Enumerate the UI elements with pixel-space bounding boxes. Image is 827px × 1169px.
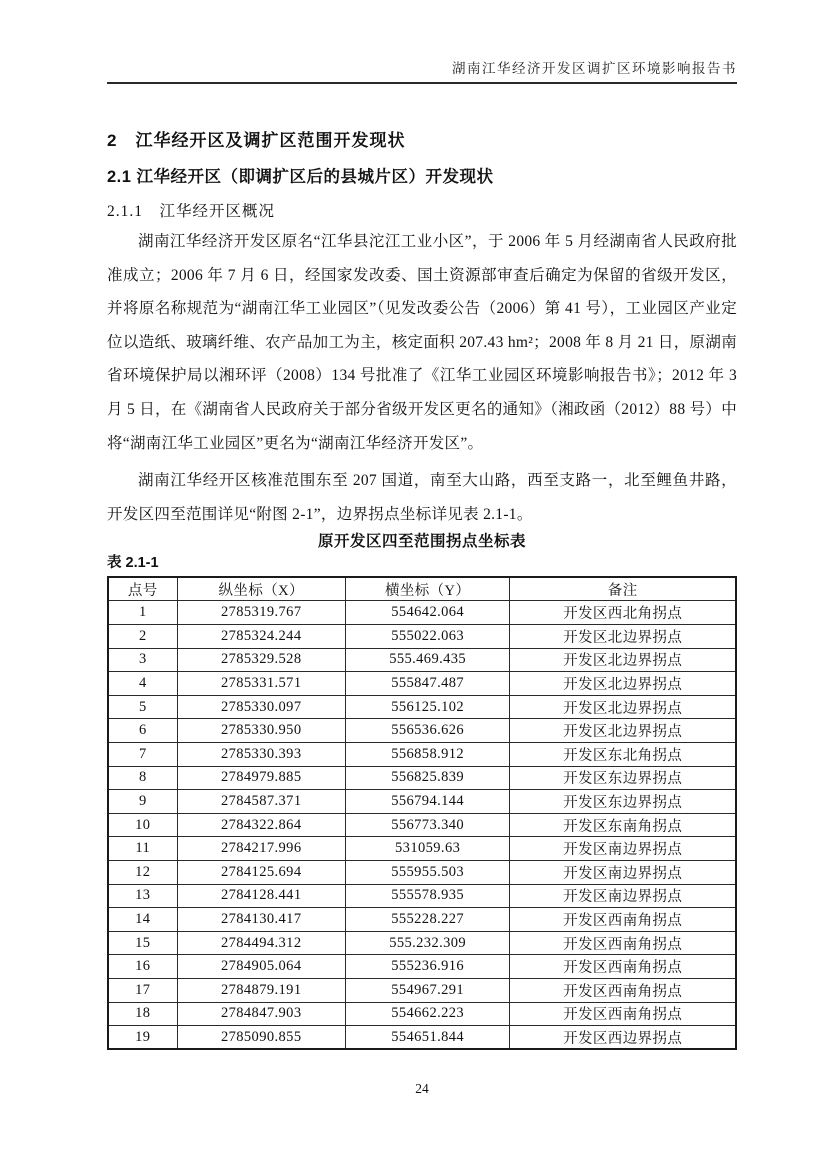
cell-x-coordinate: 2784847.903 — [177, 1002, 345, 1026]
cell-x-coordinate: 2784125.694 — [177, 860, 345, 884]
column-header-x-coordinate: 纵坐标（X） — [177, 577, 345, 601]
table-row — [108, 743, 736, 767]
cell-remark: 开发区西南角拐点 — [510, 955, 736, 979]
cell-y-coordinate: 554642.064 — [345, 601, 510, 625]
paragraph-overview: 湖南江华经济开发区原名“江华县沱江工业小区”，于 2006 年 5 月经湖南省人民政府批准成立；2006 年 7 月 6 日，经国家发改委、国土资源部审查后确定为保留的省级开发区，并将原名称规范为“湖南江华工业园区”（见发改委公告（2006）第 41 号），工业园区产业定位以造纸、玻璃纤维、农产品加工为主，核定面积 207.43 hm²；2008 年 8 月 21 日，原湖南省环境保护局以湘环评（2008）134 号批准了《江华工业园区环境影响报告书》；2012 年 3 月 5 日，在《湖南省人民政府关于部分省级开发区更名的通知》（湘政函（2012）88 号）中将“湖南江华工业园区”更名为“湖南江华经济开发区”。 — [107, 233, 737, 452]
cell-x-coordinate: 2784130.417 — [177, 908, 345, 932]
cell-remark: 开发区东北角拐点 — [510, 743, 736, 767]
table-row — [108, 648, 736, 672]
cell-point-id: 1 — [108, 601, 177, 625]
cell-y-coordinate: 554662.223 — [345, 1002, 510, 1026]
cell-y-coordinate: 555.469.435 — [345, 648, 510, 672]
cell-x-coordinate: 2784322.864 — [177, 813, 345, 837]
header-rule — [107, 82, 737, 84]
cell-point-id: 2 — [108, 625, 177, 649]
cell-y-coordinate: 555955.503 — [345, 860, 510, 884]
paragraph-boundary: 湖南江华经开区核准范围东至 207 国道，南至大山路，西至支路一，北至鲤鱼井路，开发区四至范围详见“附图 2-1”，边界拐点坐标详见表 2.1-1。 — [107, 472, 737, 523]
cell-remark: 开发区南边界拐点 — [510, 860, 736, 884]
cell-point-id: 3 — [108, 648, 177, 672]
cell-x-coordinate: 2784494.312 — [177, 931, 345, 955]
cell-point-id: 17 — [108, 978, 177, 1002]
section-heading-2-1-1: 2.1.1 江华经开区概况 — [107, 203, 276, 220]
cell-y-coordinate: 555.232.309 — [345, 931, 510, 955]
cell-remark: 开发区西南角拐点 — [510, 1002, 736, 1026]
cell-point-id: 15 — [108, 931, 177, 955]
table-row — [108, 884, 736, 908]
table-row — [108, 860, 736, 884]
cell-y-coordinate: 556858.912 — [345, 743, 510, 767]
cell-point-id: 6 — [108, 719, 177, 743]
cell-x-coordinate: 2785319.767 — [177, 601, 345, 625]
cell-remark: 开发区北边界拐点 — [510, 672, 736, 696]
table-row — [108, 790, 736, 814]
table-row — [108, 908, 736, 932]
cell-point-id: 7 — [108, 743, 177, 767]
table-row — [108, 978, 736, 1002]
cell-point-id: 16 — [108, 955, 177, 979]
table-row — [108, 695, 736, 719]
cell-y-coordinate: 556794.144 — [345, 790, 510, 814]
table-row — [108, 837, 736, 861]
table-row — [108, 672, 736, 696]
table-row — [108, 1026, 736, 1050]
cell-y-coordinate: 556125.102 — [345, 695, 510, 719]
cell-point-id: 8 — [108, 766, 177, 790]
cell-remark: 开发区北边界拐点 — [510, 625, 736, 649]
cell-x-coordinate: 2785329.528 — [177, 648, 345, 672]
cell-y-coordinate: 555022.063 — [345, 625, 510, 649]
cell-y-coordinate: 554967.291 — [345, 978, 510, 1002]
table-row — [108, 766, 736, 790]
cell-x-coordinate: 2784879.191 — [177, 978, 345, 1002]
table-caption: 原开发区四至范围拐点坐标表 — [317, 533, 526, 551]
cell-x-coordinate: 2784217.996 — [177, 837, 345, 861]
cell-y-coordinate: 556825.839 — [345, 766, 510, 790]
cell-remark: 开发区东边界拐点 — [510, 766, 736, 790]
cell-remark: 开发区南边界拐点 — [510, 884, 736, 908]
section-heading-2: 2 江华经开区及调扩区范围开发现状 — [107, 131, 406, 150]
cell-y-coordinate: 555578.935 — [345, 884, 510, 908]
cell-x-coordinate: 2785330.950 — [177, 719, 345, 743]
header-title: 湖南江华经济开发区调扩区环境影响报告书 — [452, 61, 737, 76]
cell-remark: 开发区北边界拐点 — [510, 719, 736, 743]
section-heading-2-1: 2.1 江华经开区（即调扩区后的县城片区）开发现状 — [107, 168, 494, 186]
cell-y-coordinate: 531059.63 — [345, 837, 510, 861]
cell-x-coordinate: 2784587.371 — [177, 790, 345, 814]
table-row — [108, 625, 736, 649]
cell-y-coordinate: 556773.340 — [345, 813, 510, 837]
page-number: 24 — [415, 1081, 429, 1097]
cell-point-id: 13 — [108, 884, 177, 908]
cell-x-coordinate: 2785331.571 — [177, 672, 345, 696]
cell-point-id: 14 — [108, 908, 177, 932]
cell-x-coordinate: 2785330.097 — [177, 695, 345, 719]
cell-x-coordinate: 2785090.855 — [177, 1026, 345, 1050]
coordinate-table — [107, 576, 737, 1050]
cell-point-id: 10 — [108, 813, 177, 837]
cell-remark: 开发区西南角拐点 — [510, 978, 736, 1002]
cell-point-id: 12 — [108, 860, 177, 884]
cell-point-id: 19 — [108, 1026, 177, 1050]
column-header-y-coordinate: 横坐标（Y） — [345, 577, 510, 601]
cell-point-id: 18 — [108, 1002, 177, 1026]
cell-point-id: 11 — [108, 837, 177, 861]
cell-remark: 开发区西南角拐点 — [510, 931, 736, 955]
cell-remark: 开发区西南角拐点 — [510, 908, 736, 932]
cell-y-coordinate: 555236.916 — [345, 955, 510, 979]
cell-x-coordinate: 2785324.244 — [177, 625, 345, 649]
cell-point-id: 4 — [108, 672, 177, 696]
cell-remark: 开发区北边界拐点 — [510, 648, 736, 672]
cell-remark: 开发区南边界拐点 — [510, 837, 736, 861]
cell-point-id: 5 — [108, 695, 177, 719]
cell-y-coordinate: 555847.487 — [345, 672, 510, 696]
table-header-row — [108, 577, 736, 601]
column-header-remark: 备注 — [510, 577, 736, 601]
cell-x-coordinate: 2785330.393 — [177, 743, 345, 767]
table-row — [108, 955, 736, 979]
table-row — [108, 931, 736, 955]
table-row — [108, 719, 736, 743]
cell-remark: 开发区东边界拐点 — [510, 790, 736, 814]
cell-x-coordinate: 2784128.441 — [177, 884, 345, 908]
cell-remark: 开发区西边界拐点 — [510, 1026, 736, 1050]
cell-x-coordinate: 2784905.064 — [177, 955, 345, 979]
cell-x-coordinate: 2784979.885 — [177, 766, 345, 790]
cell-y-coordinate: 556536.626 — [345, 719, 510, 743]
table-row — [108, 1002, 736, 1026]
cell-remark: 开发区西北角拐点 — [510, 601, 736, 625]
cell-point-id: 9 — [108, 790, 177, 814]
column-header-point-id: 点号 — [108, 577, 177, 601]
cell-y-coordinate: 555228.227 — [345, 908, 510, 932]
table-row — [108, 601, 736, 625]
cell-remark: 开发区东南角拐点 — [510, 813, 736, 837]
table-row — [108, 813, 736, 837]
table-label: 表 2.1-1 — [107, 555, 159, 572]
cell-y-coordinate: 554651.844 — [345, 1026, 510, 1050]
cell-remark: 开发区北边界拐点 — [510, 695, 736, 719]
